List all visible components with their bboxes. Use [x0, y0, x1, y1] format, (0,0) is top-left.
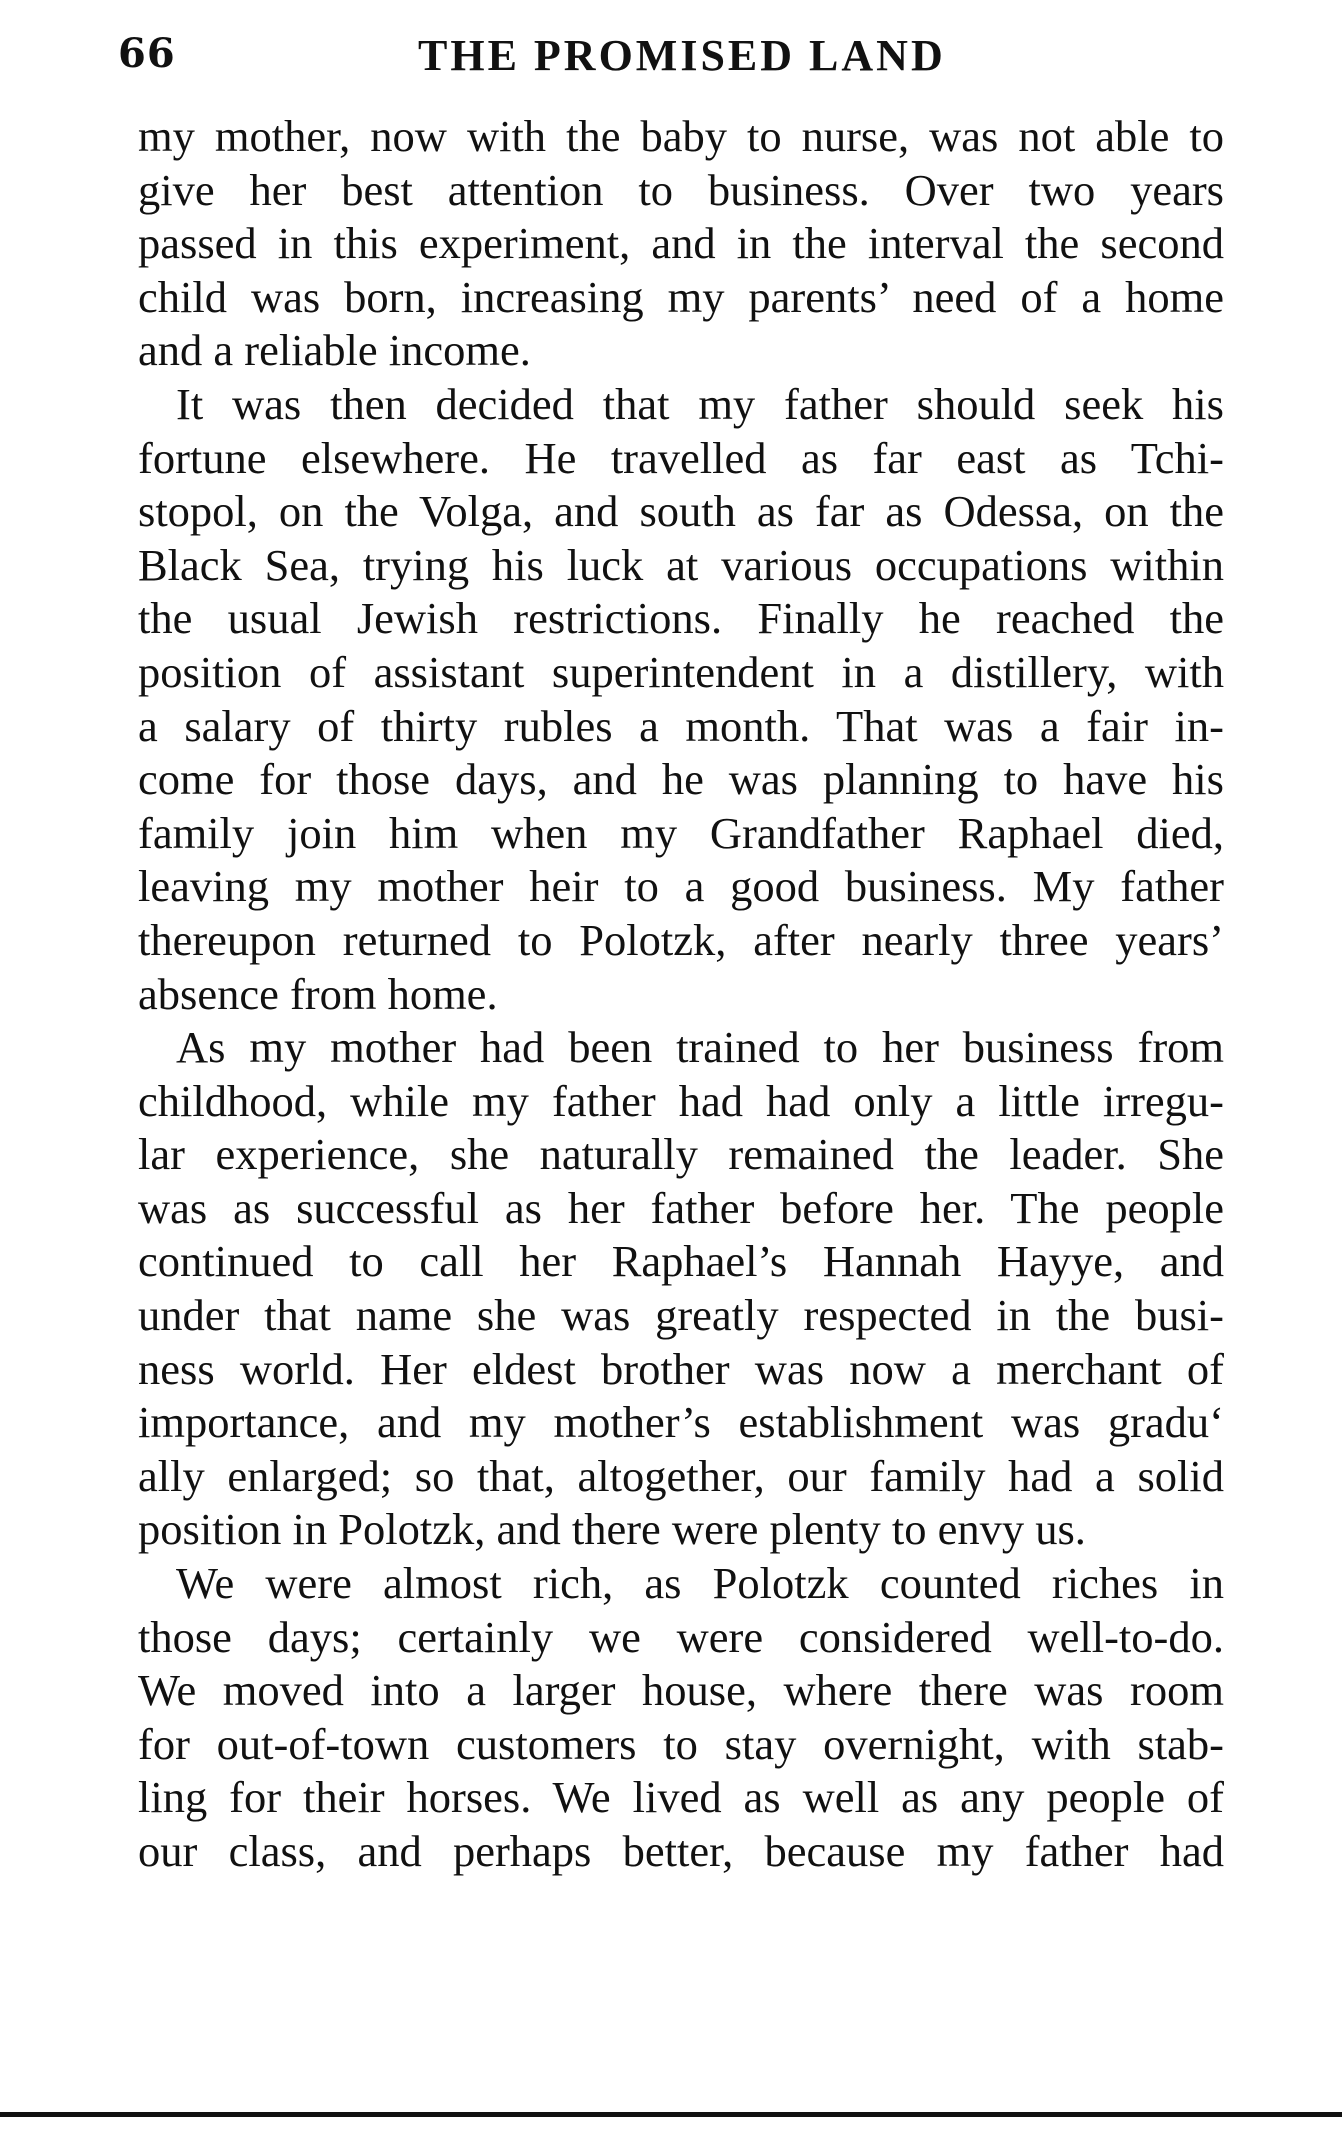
text-line: child was born, increasing my parents’ need of a home [138, 271, 1224, 322]
text-line: was as successful as her father before her. The people [138, 1182, 1224, 1233]
text-line: fortune elsewhere. He travelled as far east as Tchi- [138, 432, 1224, 483]
text-line: under that name she was greatly respected in the busi- [138, 1290, 1224, 1341]
text-line: position of assistant superintendent in a distillery, with [138, 646, 1224, 697]
text-line: a salary of thirty rubles a month. That was a fair in- [138, 700, 1224, 751]
text-line: for out-of-town customers to stay overnight, with stab- [138, 1718, 1224, 1769]
text-line: leaving my mother heir to a good business. My father [138, 861, 1224, 912]
running-title: THE PROMISED LAND [418, 31, 946, 80]
text-line: absence from home. [138, 968, 498, 1019]
body-text [138, 110, 1224, 1879]
text-line: childhood, while my father had had only a little irregu- [138, 1075, 1224, 1126]
text-line: continued to call her Raphael’s Hannah Hayye, and [138, 1236, 1224, 1287]
text-line: family join him when my Grandfather Raphael died, [138, 807, 1224, 858]
text-line: the usual Jewish restrictions. Finally he reached the [138, 593, 1224, 644]
page-number: 66 [118, 30, 176, 77]
text-line: ness world. Her eldest brother was now a merchant of [138, 1343, 1224, 1394]
text-line: give her best attention to business. Over two years [138, 164, 1224, 215]
text-line: We were almost rich, as Polotzk counted riches in [176, 1558, 1224, 1609]
text-line: ling for their horses. We lived as well as any people of [138, 1772, 1224, 1823]
text-line: stopol, on the Volga, and south as far as Odessa, on the [138, 486, 1224, 537]
text-line: It was then decided that my father should seek his [176, 378, 1224, 429]
text-line: my mother, now with the baby to nurse, was not able to [138, 111, 1224, 161]
text-line: We moved into a larger house, where there was room [138, 1665, 1224, 1716]
text-line: As my mother had been trained to her business from [176, 1022, 1224, 1073]
bottom-rule [0, 2112, 1342, 2117]
text-line: Black Sea, trying his luck at various occupations within [138, 539, 1224, 590]
text-line: and a reliable income. [138, 325, 531, 376]
text-line: come for those days, and he was planning to have his [138, 754, 1224, 805]
text-line: our class, and perhaps better, because my father had [138, 1826, 1224, 1876]
text-line: importance, and my mother’s establishment was gradu‘ [138, 1397, 1224, 1448]
text-line: thereupon returned to Polotzk, after nearly three years’ [138, 914, 1224, 965]
text-line: passed in this experiment, and in the interval the second [138, 218, 1224, 269]
page-header [118, 30, 1238, 90]
text-line: position in Polotzk, and there were plenty to envy us. [138, 1504, 1086, 1555]
text-line: lar experience, she naturally remained the leader. She [138, 1129, 1224, 1180]
text-line: those days; certainly we were considered well-to-do. [138, 1611, 1224, 1662]
text-line: ally enlarged; so that, altogether, our family had a solid [138, 1450, 1224, 1501]
